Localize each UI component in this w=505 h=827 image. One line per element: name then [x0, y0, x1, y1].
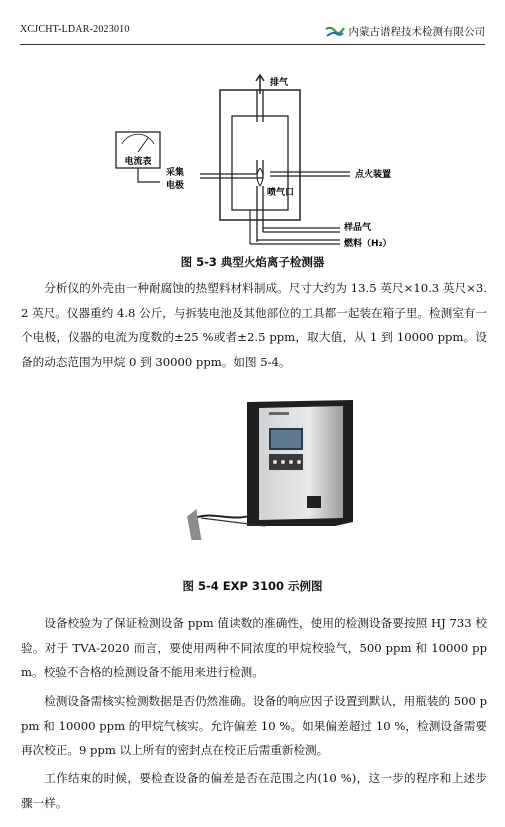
document-code: XCJCHT-LDAR-2023010 [20, 24, 130, 35]
label-exhaust: 排气 [270, 78, 289, 88]
label-ignition: 点火装置 [355, 170, 392, 180]
paragraph-verification: 检测设备需核实检测数据是否仍然准确。设备的响应因子设置到默认，用瓶装的 500 ppm 和 10000 ppm 的甲烷气核实。允许偏差 10 %。如果偏差超过 10 %，检测设备需要再次校正。9 ppm 以上所有的密封点在校正后需重新检测。 [21, 694, 487, 757]
exhaust-pipe [257, 90, 263, 122]
device-logo [307, 496, 321, 508]
ignition-wire [270, 172, 350, 176]
sample-gas-line [263, 228, 340, 232]
fid-diagram [100, 72, 430, 252]
figure-5-4-caption: 图 5-4 EXP 3100 示例图 [182, 579, 323, 593]
header-rule [20, 44, 485, 45]
company-block [325, 24, 486, 39]
paragraph-calibration: 设备校验为了保证检测设备 ppm 值读数的准确性，使用的检测设备要按照 HJ 733 校验。对于 TVA-2020 而言，要使用两种不同浓度的甲烷校验气，500 ppm 和 10000 ppm。校验不合格的检测设备不能用来进行检测。 [21, 616, 487, 679]
figure-5-3-caption: 图 5-3 典型火焰离子检测器 [180, 255, 325, 269]
paragraph-end-check: 工作结束的时候，要检查设备的偏差是否在范围之内(10 %)，这一步的程序和上述步骤一样。 [21, 771, 487, 810]
label-collect-2: 电极 [166, 181, 185, 191]
nozzle [257, 186, 263, 242]
label-collect-1: 采集 [166, 168, 185, 178]
page-header [20, 22, 485, 44]
label-nozzle: 喷气口 [267, 188, 295, 198]
company-name: 内蒙古谱程技术检测有限公司 [348, 26, 485, 38]
label-ammeter: 电流表 [124, 157, 152, 167]
probe-wand [175, 509, 218, 540]
paragraph-specs: 分析仪的外壳由一种耐腐蚀的热塑料材料制成。尺寸大约为 13.5 英尺×10.3 英尺×3.2 英尺。仪器重约 4.8 公斤，与拆装电池及其他部位的工具都一起装在箱子里。检测室有一个电极，仪器的电流为度数的±25 %或者±2.5 ppm，取大值，从 1 到 10000 ppm。设备的动态范围为甲烷 0 到 30000 ppm。如图 5-4。 [21, 281, 487, 369]
label-sample-gas: 样品气 [344, 223, 372, 233]
device-photo [175, 400, 365, 540]
company-logo-icon [325, 25, 345, 39]
label-fuel: 燃料（H₂） [344, 239, 392, 249]
